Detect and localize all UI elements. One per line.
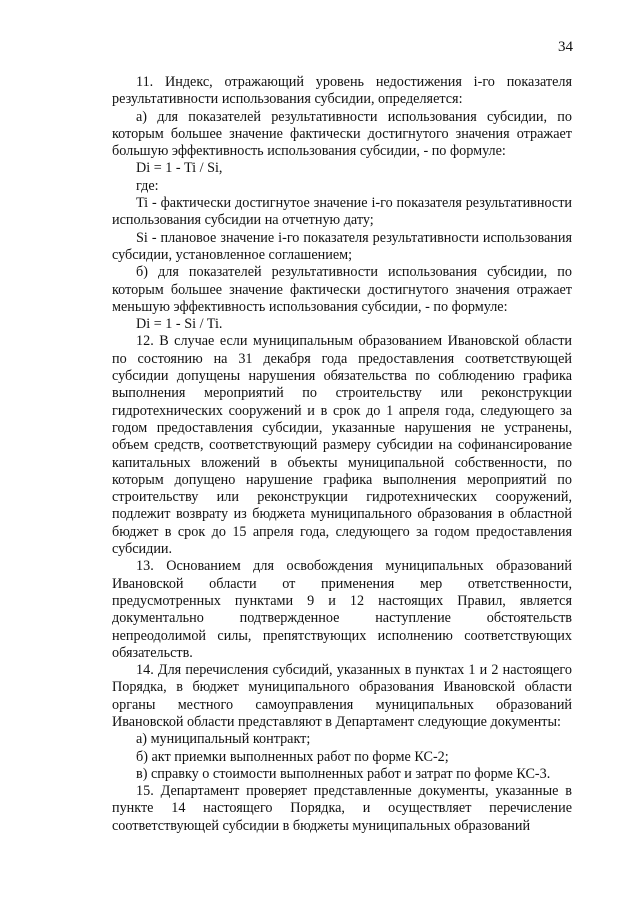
definition-ti: Ti - фактически достигнутое значение i-го показателя результативности использования субсидии на отчетную дату; xyxy=(112,195,572,229)
paragraph-15: 15. Департамент проверяет представленные документы, указанные в пункте 14 настоящего Порядка, и осуществляет перечисление соответствующей субсидии в бюджеты муниципальных образований xyxy=(112,783,572,834)
paragraph-12: 12. В случае если муниципальным образованием Ивановской области по состоянию на 31 декабря года предоставления соответствующей субсидии допущены нарушения обязательства по соблюдению графика выполнения мероприятий по строительству или реконструкции гидротехнических сооружений и в срок до 1 апреля года, следующего за годом предоставления субсидии, указанные нарушения не устранены, объем средств, соответствующий размеру субсидии на софинансирование капитальных вложений в объекты муниципальной собственности, по которым допущено нарушение графика выполнения мероприятий по строительству или реконструкции гидротехнических сооружений, подлежит возврату из бюджета муниципального образования в областной бюджет в срок до 15 апреля года, следующего за годом предоставления субсидии. xyxy=(112,333,572,558)
list-item-a: а) муниципальный контракт; xyxy=(136,731,311,748)
paragraph-13: 13. Основанием для освобождения муниципальных образований Ивановской области от применения мер ответственности, предусмотренных пунктами 9 и 12 настоящих Правил, является документально подтвержденное наступление обстоятельств непреодолимой силы, препятствующих исполнению соответствующих обязательств. xyxy=(112,558,572,661)
definition-si: Si - плановое значение i-го показателя результативности использования субсидии, установленное соглашением; xyxy=(112,229,572,263)
formula-2: Di = 1 - Si / Ti. xyxy=(136,316,223,333)
page-number: 34 xyxy=(558,39,573,55)
list-item-c: в) справку о стоимости выполненных работ и затрат по форме КС-3. xyxy=(136,765,551,782)
where-label: где: xyxy=(136,177,159,194)
document-body xyxy=(112,74,572,835)
paragraph-11-a: а) для показателей результативности использования субсидии, по которым большее значение фактически достигнутого значения отражает большую эффективность использования субсидии, - по формуле: xyxy=(112,108,572,160)
paragraph-11-b: б) для показателей результативности использования субсидии, по которым большее значение фактически достигнутого значения отражает меньшую эффективность использования субсидии, - по формуле: xyxy=(112,264,572,315)
paragraph-11: 11. Индекс, отражающий уровень недостижения i-го показателя результативности использования субсидии, определяется: xyxy=(112,74,572,108)
paragraph-14: 14. Для перечисления субсидий, указанных в пунктах 1 и 2 настоящего Порядка, в бюджет муниципального образования Ивановской области органы местного самоуправления муниципальных образований Ивановской области представляют в Департамент следующие документы: xyxy=(112,662,572,730)
list-item-b: б) акт приемки выполненных работ по форме КС-2; xyxy=(136,748,449,765)
formula-1: Di = 1 - Ti / Si, xyxy=(136,160,223,177)
